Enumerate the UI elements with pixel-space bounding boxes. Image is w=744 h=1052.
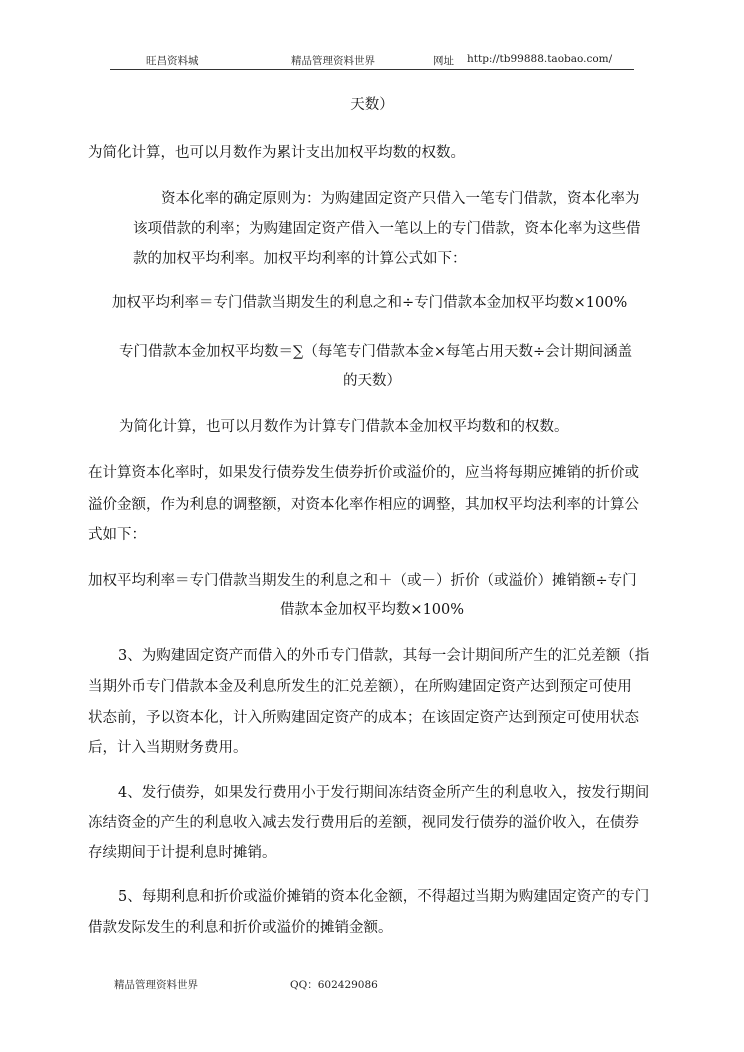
text-line: 4、发行债券，如果发行费用小于发行期间冻结资金所产生的利息收入，按发行期间 <box>118 785 650 801</box>
formula-line: 加权平均利率＝专门借款当期发生的利息之和÷专门借款本金加权平均数×100% <box>112 295 628 311</box>
formula-line: 的天数） <box>343 373 401 389</box>
text-line: 当期外币专门借款本金及利息所发生的汇兑差额），在所购建固定资产达到预定可使用 <box>88 679 632 695</box>
text-line: 为简化计算，也可以月数作为计算专门借款本金加权平均数和的权数。 <box>119 419 569 435</box>
header-url-label: 网址 <box>433 55 454 67</box>
formula-line: 借款本金加权平均数×100% <box>279 602 465 618</box>
header-site-name: 旺昌资料城 <box>146 55 199 67</box>
header-subtitle: 精品管理资料世界 <box>291 55 375 67</box>
text-line: 在计算资本化率时，如果发行债券发生债券折价或溢价的，应当将每期应摊销的折价或 <box>88 465 639 481</box>
text-line: 溢价金额，作为利息的调整额，对资本化率作相应的调整，其加权平均法利率的计算公 <box>88 497 639 513</box>
text-line: 3、为购建固定资产而借入的外币专门借款，其每一会计期间所产生的汇兑差额（指 <box>118 648 650 664</box>
header-url-link[interactable]: http://tb99888.taobao.com/ <box>467 53 613 65</box>
text-line: 天数） <box>350 97 394 113</box>
text-line: 后，计入当期财务费用。 <box>88 740 248 756</box>
text-line: 为简化计算，也可以月数作为累计支出加权平均数的权数。 <box>88 145 465 161</box>
footer-site-name: 精品管理资料世界 <box>114 979 198 991</box>
text-line: 状态前，予以资本化，计入所购建固定资产的成本；在该固定资产达到预定可使用状态 <box>88 710 639 726</box>
text-line: 式如下： <box>88 527 146 543</box>
text-line: 借款发际发生的利息和折价或溢价的摊销金额。 <box>88 920 393 936</box>
footer-qq: QQ：602429086 <box>290 979 378 991</box>
text-line: 5、每期利息和折价或溢价摊销的资本化金额，不得超过当期为购建固定资产的专门 <box>118 889 650 905</box>
text-line: 资本化率的确定原则为：为购建固定资产只借入一笔专门借款，资本化率为 <box>161 191 640 207</box>
text-line: 款的加权平均利率。加权平均利率的计算公式如下： <box>133 251 467 267</box>
text-line: 冻结资金的产生的利息收入减去发行费用后的差额，视同发行债券的溢价收入，在债券 <box>88 815 639 831</box>
formula-line: 加权平均利率＝专门借款当期发生的利息之和＋（或－）折价（或溢价）摊销额÷专门 <box>88 573 637 589</box>
header-divider <box>110 69 634 70</box>
text-line: 该项借款的利率；为购建固定资产借入一笔以上的专门借款，资本化率为这些借 <box>133 221 641 237</box>
text-line: 存续期间于计提利息时摊销。 <box>88 845 277 861</box>
formula-line: 专门借款本金加权平均数＝∑（每笔专门借款本金×每笔占用天数÷会计期间涵盖 <box>119 344 633 360</box>
